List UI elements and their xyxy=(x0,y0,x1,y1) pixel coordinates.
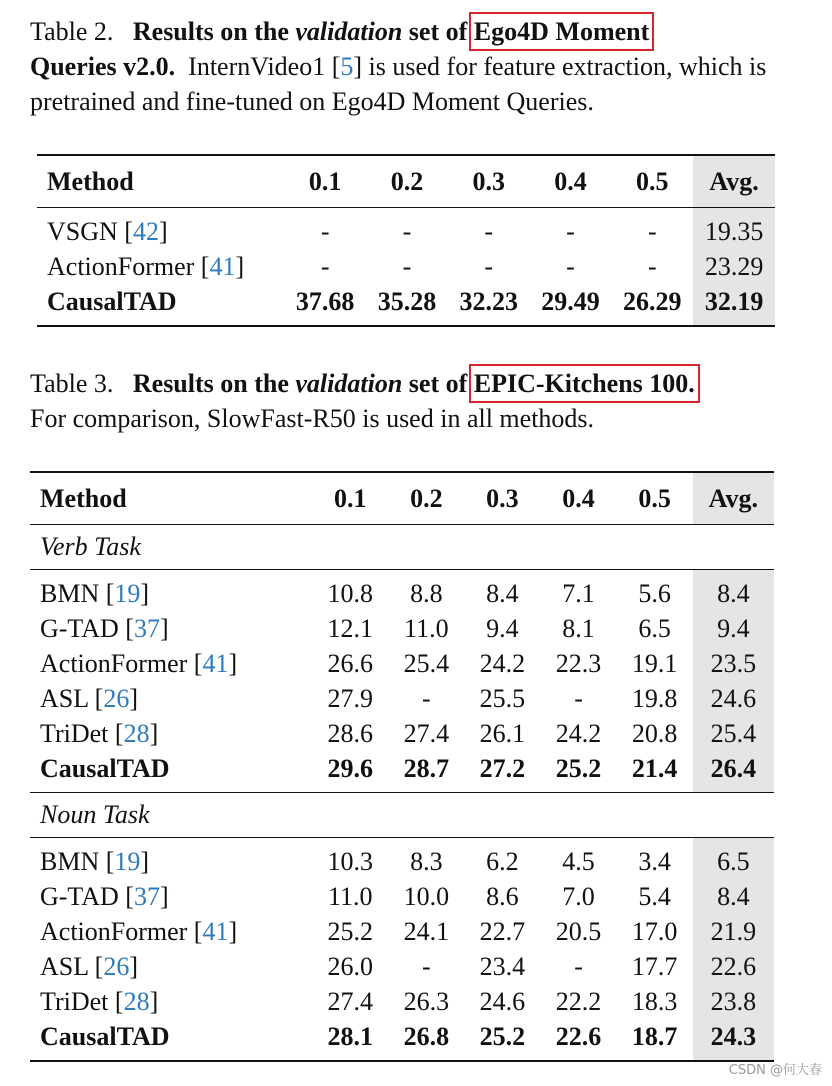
citation-bracket: ] xyxy=(159,881,169,911)
citation-bracket: ] xyxy=(235,251,245,281)
avg-cell: 24.6 xyxy=(693,681,774,716)
table3-caption-text: For comparison, SlowFast-R50 is used in all methods. xyxy=(30,404,595,433)
value-cell: 7.0 xyxy=(562,881,595,911)
table-row xyxy=(30,838,774,880)
value-cell: 27.2 xyxy=(479,753,526,783)
value-cell: 26.3 xyxy=(403,986,450,1016)
avg-cell: 25.4 xyxy=(693,716,774,751)
avg-cell: 32.19 xyxy=(693,284,775,326)
value-cell: 24.6 xyxy=(479,986,526,1016)
section-header-row xyxy=(30,793,774,838)
column-header-threshold: 0.5 xyxy=(638,483,671,513)
value-cell: 6.5 xyxy=(638,613,671,643)
value-cell: 8.8 xyxy=(410,578,443,608)
avg-cell: 23.29 xyxy=(693,249,775,284)
column-header-threshold: 0.2 xyxy=(410,483,443,513)
table-row xyxy=(30,914,774,949)
value-cell: 6.2 xyxy=(486,846,519,876)
value-cell: 24.2 xyxy=(479,648,526,678)
citation-link[interactable]: 37 xyxy=(133,613,160,643)
citation-link[interactable]: 28 xyxy=(123,718,150,748)
value-cell: 27.9 xyxy=(327,683,373,713)
method-cell xyxy=(30,681,312,716)
citation-bracket: ] xyxy=(149,718,159,748)
value-cell: 20.8 xyxy=(631,718,678,748)
table3-header-row xyxy=(30,472,774,525)
table3-caption xyxy=(30,366,800,436)
table3-caption-bold-1: Results on the xyxy=(132,369,289,398)
section-title: Noun Task xyxy=(30,793,774,838)
value-cell: - xyxy=(574,951,583,981)
table-row xyxy=(30,879,774,914)
value-cell: 8.1 xyxy=(562,613,595,643)
method-name: CausalTAD xyxy=(40,753,170,783)
citation-bracket: ] xyxy=(228,916,238,946)
avg-cell: 6.5 xyxy=(693,838,774,880)
value-cell: 26.0 xyxy=(327,951,373,981)
method-cell xyxy=(30,570,312,612)
table3-caption-validation: validation xyxy=(295,369,403,398)
value-cell: 12.1 xyxy=(327,613,373,643)
column-header-threshold: 0.4 xyxy=(554,166,587,196)
method-cell xyxy=(30,914,312,949)
citation-bracket: ] xyxy=(140,846,150,876)
section-header-row xyxy=(30,525,774,570)
citation-bracket: ] xyxy=(129,683,138,713)
method-name: ActionFormer [ xyxy=(47,251,210,281)
method-name: TriDet [ xyxy=(40,718,124,748)
value-cell: 26.6 xyxy=(327,648,373,678)
value-cell: 22.6 xyxy=(555,1021,602,1051)
table2-label: Table 2. xyxy=(30,17,114,46)
citation-bracket: ] xyxy=(159,613,169,643)
value-cell: 8.3 xyxy=(410,846,443,876)
value-cell: - xyxy=(421,683,431,713)
value-cell: 22.2 xyxy=(555,986,602,1016)
column-header-threshold: 0.3 xyxy=(472,166,505,196)
column-header-threshold: 0.2 xyxy=(390,166,424,196)
table2-header-row xyxy=(37,155,775,208)
citation-bracket: ] xyxy=(140,578,150,608)
table2-dataset-highlight: Ego4D Moment xyxy=(473,17,650,46)
table3-label: Table 3. xyxy=(30,369,114,398)
value-cell: 25.4 xyxy=(403,648,450,678)
value-cell: - xyxy=(320,216,330,246)
citation-link[interactable]: 37 xyxy=(133,881,160,911)
value-cell: - xyxy=(484,216,494,246)
value-cell: 23.4 xyxy=(479,951,526,981)
method-cell xyxy=(30,949,312,984)
table2-caption-bold-2: set of xyxy=(408,17,468,46)
value-cell: 32.23 xyxy=(459,286,518,316)
avg-cell: 8.4 xyxy=(693,570,774,612)
column-header-threshold: 0.4 xyxy=(562,483,595,513)
method-name: CausalTAD xyxy=(47,286,177,316)
value-cell: 10.0 xyxy=(403,881,450,911)
value-cell: 10.3 xyxy=(327,846,373,876)
table2-body xyxy=(37,208,775,327)
value-cell: 25.2 xyxy=(479,1021,526,1051)
citation-bracket: ] xyxy=(158,216,168,246)
value-cell: 5.4 xyxy=(638,881,671,911)
table2-caption-bold-1: Results on the xyxy=(132,17,289,46)
method-name: ActionFormer [ xyxy=(40,916,203,946)
table-row xyxy=(30,1019,774,1061)
column-header-avg: Avg. xyxy=(693,472,774,525)
method-name: ASL [ xyxy=(40,683,104,713)
table3-caption-bold-2: set of xyxy=(408,369,468,398)
citation-bracket: ] xyxy=(228,648,238,678)
value-cell: 28.6 xyxy=(327,718,373,748)
column-header-threshold: 0.3 xyxy=(486,483,519,513)
table2-caption-text-1: InternVideo1 [ xyxy=(188,52,341,81)
avg-cell: 26.4 xyxy=(693,751,774,793)
column-header-avg: Avg. xyxy=(693,155,775,208)
value-cell: - xyxy=(647,216,657,246)
value-cell: 22.3 xyxy=(555,648,602,678)
table-row xyxy=(30,611,774,646)
table-row xyxy=(37,284,775,326)
method-cell xyxy=(30,879,312,914)
citation-link[interactable]: 42 xyxy=(132,216,159,246)
method-name: TriDet [ xyxy=(40,986,124,1016)
table2-dataset-rest: Queries v2.0. xyxy=(30,52,176,81)
method-cell xyxy=(37,208,284,250)
value-cell: 25.2 xyxy=(327,916,373,946)
avg-cell: 24.3 xyxy=(693,1019,774,1061)
citation-bracket: ] xyxy=(149,986,159,1016)
method-cell xyxy=(30,751,312,793)
method-cell xyxy=(30,984,312,1019)
value-cell: 27.4 xyxy=(403,718,450,748)
method-name: BMN [ xyxy=(40,578,115,608)
value-cell: - xyxy=(566,216,575,246)
citation-link[interactable]: 41 xyxy=(202,648,229,678)
table-row xyxy=(30,949,774,984)
avg-cell: 23.5 xyxy=(693,646,774,681)
table3 xyxy=(30,471,774,1062)
method-cell xyxy=(37,249,284,284)
avg-cell: 9.4 xyxy=(693,611,774,646)
method-cell xyxy=(30,611,312,646)
citation-link[interactable]: 19 xyxy=(114,846,141,876)
value-cell: 17.0 xyxy=(631,916,678,946)
table2-caption xyxy=(30,14,800,119)
watermark: CSDN @何大春 xyxy=(728,1063,822,1078)
value-cell: 26.8 xyxy=(403,1021,450,1051)
table-row xyxy=(37,249,775,284)
value-cell: 21.4 xyxy=(631,753,678,783)
citation-link[interactable]: 26 xyxy=(103,683,130,713)
value-cell: 35.28 xyxy=(377,286,437,316)
method-name: G-TAD [ xyxy=(40,613,134,643)
table-row xyxy=(37,208,775,250)
column-header-method: Method xyxy=(40,483,127,513)
column-header-method: Method xyxy=(47,166,134,196)
citation-link[interactable]: 41 xyxy=(202,916,229,946)
value-cell: 37.68 xyxy=(295,286,355,316)
method-cell xyxy=(37,284,284,326)
table2-caption-validation: validation xyxy=(295,17,403,46)
value-cell: 25.2 xyxy=(555,753,602,783)
citation-link[interactable]: 41 xyxy=(209,251,236,281)
table3-body xyxy=(30,525,774,1062)
table2 xyxy=(37,154,775,327)
avg-cell: 19.35 xyxy=(693,208,775,250)
value-cell: 3.4 xyxy=(638,846,671,876)
method-cell xyxy=(30,646,312,681)
value-cell: - xyxy=(320,251,330,281)
value-cell: 19.8 xyxy=(631,683,678,713)
value-cell: - xyxy=(421,951,431,981)
column-header-threshold: 0.1 xyxy=(333,483,367,513)
method-name: VSGN [ xyxy=(47,216,133,246)
column-header-threshold: 0.1 xyxy=(308,166,342,196)
value-cell: 11.0 xyxy=(327,881,373,911)
value-cell: - xyxy=(484,251,494,281)
value-cell: 28.7 xyxy=(403,753,450,783)
column-header-threshold: 0.5 xyxy=(636,166,669,196)
value-cell: 7.1 xyxy=(562,578,595,608)
table-row xyxy=(30,984,774,1019)
value-cell: - xyxy=(566,251,575,281)
avg-cell: 22.6 xyxy=(693,949,774,984)
method-cell xyxy=(30,1019,312,1061)
value-cell: 20.5 xyxy=(555,916,602,946)
value-cell: - xyxy=(574,683,583,713)
value-cell: - xyxy=(402,251,412,281)
citation-link[interactable]: 5 xyxy=(340,52,354,81)
value-cell: 17.7 xyxy=(631,951,678,981)
method-cell xyxy=(30,838,312,880)
value-cell: 8.4 xyxy=(486,578,519,608)
section-title: Verb Task xyxy=(30,525,774,570)
method-name: CausalTAD xyxy=(40,1021,170,1051)
value-cell: 28.1 xyxy=(327,1021,373,1051)
method-name: BMN [ xyxy=(40,846,115,876)
value-cell: 29.49 xyxy=(541,286,600,316)
value-cell: 22.7 xyxy=(479,916,526,946)
table-row xyxy=(30,681,774,716)
value-cell: 18.3 xyxy=(631,986,678,1016)
value-cell: 25.5 xyxy=(479,683,526,713)
citation-link[interactable]: 26 xyxy=(103,951,130,981)
method-cell xyxy=(30,716,312,751)
value-cell: 18.7 xyxy=(631,1021,678,1051)
value-cell: 5.6 xyxy=(638,578,671,608)
citation-bracket: ] xyxy=(129,951,138,981)
avg-cell: 21.9 xyxy=(693,914,774,949)
citation-link[interactable]: 19 xyxy=(114,578,141,608)
value-cell: - xyxy=(647,251,657,281)
value-cell: 24.1 xyxy=(403,916,450,946)
value-cell: 8.6 xyxy=(486,881,519,911)
value-cell: 10.8 xyxy=(327,578,373,608)
table-row xyxy=(30,646,774,681)
value-cell: 29.6 xyxy=(327,753,373,783)
method-name: ActionFormer [ xyxy=(40,648,203,678)
value-cell: 9.4 xyxy=(486,613,519,643)
value-cell: 26.29 xyxy=(623,286,682,316)
citation-link[interactable]: 28 xyxy=(123,986,150,1016)
table2-caption-text-2: ] is used for feature extraction, which is pretrained and fine-tuned on Ego4D Moment Queries. xyxy=(30,52,767,116)
table-row xyxy=(30,751,774,793)
avg-cell: 23.8 xyxy=(693,984,774,1019)
table3-dataset-highlight: EPIC-Kitchens 100. xyxy=(473,369,695,398)
value-cell: 4.5 xyxy=(562,846,595,876)
table-row xyxy=(30,716,774,751)
method-name: ASL [ xyxy=(40,951,104,981)
value-cell: 19.1 xyxy=(631,648,678,678)
value-cell: - xyxy=(402,216,412,246)
value-cell: 11.0 xyxy=(404,613,449,643)
method-name: G-TAD [ xyxy=(40,881,134,911)
avg-cell: 8.4 xyxy=(693,879,774,914)
table-row xyxy=(30,570,774,612)
value-cell: 24.2 xyxy=(555,718,602,748)
value-cell: 26.1 xyxy=(479,718,526,748)
value-cell: 27.4 xyxy=(327,986,373,1016)
